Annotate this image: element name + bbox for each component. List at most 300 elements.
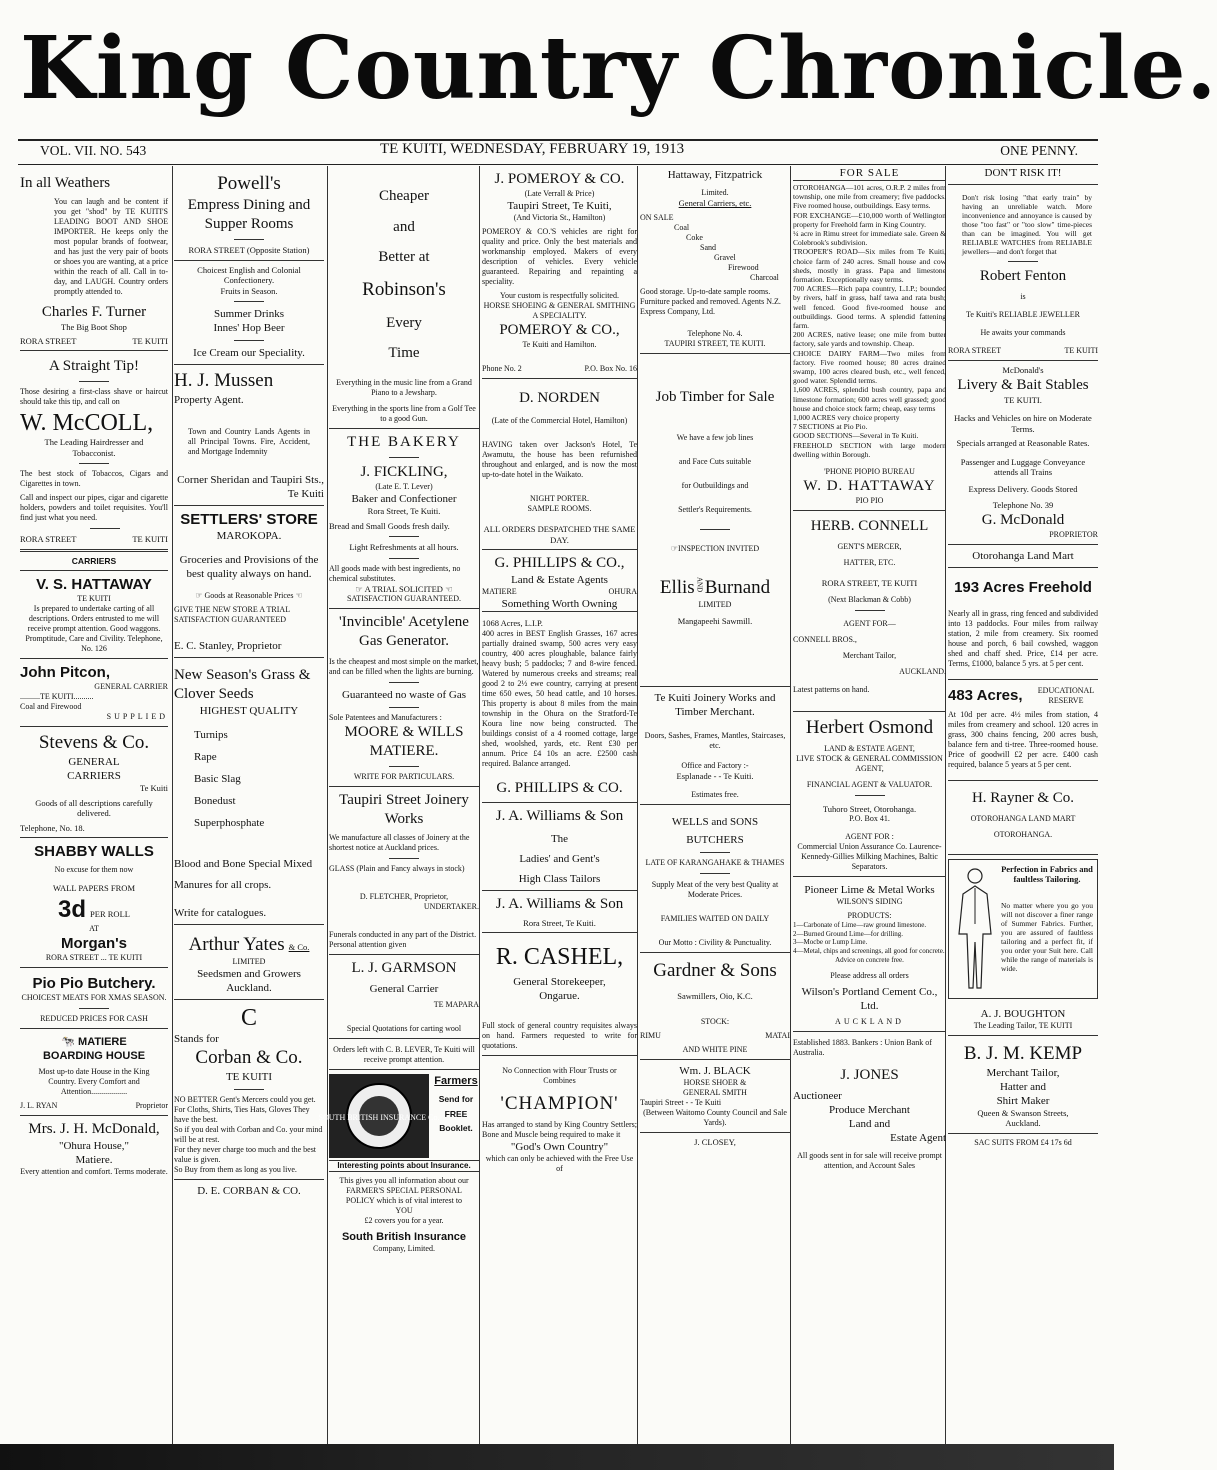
ad-text: Established 1883. Bankers : Union Bank of Australia.	[793, 1038, 932, 1058]
ad-text: and Face Cuts suitable	[678, 456, 752, 466]
ad-text: Send for	[438, 1094, 474, 1104]
ad-text: TAUPIRI STREET, TE KUITI.	[664, 338, 766, 348]
ad-text: AUCKLAND	[835, 1017, 904, 1027]
ad-body: Is prepared to undertake carting of all descriptions. Orders entrusted to me will receive prompt attention. Good waggons. Promptitude, Care and Civility. Telephone, No. 126	[25, 604, 163, 653]
ad-text: Time	[388, 345, 420, 361]
ad-text: Interesting points about Insurance.	[329, 1160, 479, 1172]
ad-name: Gardner & Sons	[653, 959, 777, 981]
ad-name: MOORE & WILLS	[344, 724, 464, 740]
ad-text: Settler's Requirements.	[678, 504, 752, 514]
ad-name: B. J. M. KEMP	[963, 1042, 1083, 1064]
ad-name: W. D. HATTAWAY	[803, 478, 936, 495]
ad-name: J. A. Williams & Son	[495, 807, 624, 824]
ad-text: LIMITED	[232, 957, 266, 966]
ad-text: Te Kuiti and Hamilton.	[522, 340, 597, 349]
ad-text: Every	[386, 315, 422, 331]
ad-text: Estimates free.	[691, 789, 739, 799]
ad-text: Hacks and Vehicles on hire on Moderate Terms.	[954, 413, 1092, 434]
ad-name: C	[240, 1005, 257, 1031]
ad-text: Auckland.	[1005, 1118, 1041, 1128]
ad-heading: THE BAKERY	[347, 434, 461, 450]
ad-text: Telephone No. 39	[992, 500, 1054, 510]
ad-heading: Something Worth Owning	[482, 597, 637, 612]
ad-text: Phone No. 2	[482, 364, 522, 373]
ad-text: RIMU	[640, 1031, 661, 1040]
ad-text: Advice on concrete free.	[835, 956, 904, 965]
ad-text: Supply Meat of the very best Quality at Moderate Prices.	[651, 879, 779, 899]
ad-text: TE MAPARA	[433, 1000, 479, 1009]
ad-text: The Leading Tailor, TE KUITI	[973, 1020, 1073, 1030]
ad-name: V. S. HATTAWAY	[36, 576, 152, 593]
ad-text: FINANCIAL AGENT & VALUATOR.	[806, 779, 933, 789]
ad-text: Better at	[378, 249, 430, 265]
ad-text: AUCKLAND.	[899, 666, 946, 676]
ad-text: CARRIERS	[67, 770, 121, 782]
ad-body: Good storage. Up-to-date sample rooms. Furniture packed and removed. Agents N.Z. Express Company, Ltd.	[640, 286, 781, 316]
ad-name: 'Invincible' Acetylene Gas Generator.	[339, 614, 469, 649]
ad-text: TE KUITI	[132, 534, 168, 544]
ad-body: 700 ACRES—Rich papa country, L.I.P.; bounded by rivers, half in grass, half tawa and rata bush; well fenced. Good five-roomed house and outbuildings. Good terms. A splendid fattening farm.	[793, 284, 946, 331]
ad-text: Rora Street, Te Kuiti.	[523, 917, 596, 928]
ad-text: CHOICEST MEATS FOR XMAS SEASON.	[21, 992, 167, 1002]
ad-text: which can only be achieved with the Free Use of	[485, 1154, 634, 1173]
ad-name: SETTLERS' STORE	[180, 511, 318, 528]
ad-name: Wm. J. BLACK	[679, 1065, 751, 1077]
ad-name: H. J. Mussen	[174, 370, 274, 391]
ad-name: Livery & Bait Stables	[957, 376, 1089, 393]
ad-list-item: 3—Mocbe or Lump Lime.	[793, 938, 868, 947]
ad-text: Stands for	[174, 1033, 219, 1045]
ad-text: RORA STREET ... TE KUITI	[45, 952, 143, 962]
ad-text: Innes' Hop Beer	[213, 322, 285, 334]
ad-text: RORA STREET	[20, 335, 77, 346]
ad-name: J. POMEROY & CO.	[494, 171, 625, 187]
seal-text: SOUTH BRITISH INSURANCE Co.	[318, 1113, 440, 1122]
ad-body: HAVING taken over Jackson's Hotel, Te Awamutu, the house has been refurnished throughout and enlarged, and is now the most up-to-date hotel in the Waikato.	[482, 440, 637, 479]
ad-text: TE KUITI.	[1004, 394, 1042, 405]
ad-name: H. Rayner & Co.	[971, 789, 1075, 806]
ad-name: Morgan's	[60, 934, 128, 952]
ad-body: Most up-to date House in the King Country. Every Comfort and Attention..................	[38, 1066, 150, 1096]
ad-text: So if you deal with Corban and Co. your mind will be at rest.	[174, 1125, 323, 1144]
ad-text: J. L. RYAN	[20, 1100, 58, 1110]
ad-name: J. JONES	[840, 1067, 899, 1084]
ad-text: For they never charge too much and the best value is given.	[174, 1145, 317, 1164]
ad-text: Telephone, No. 18.	[20, 822, 85, 833]
ad-text: Doors, Sashes, Frames, Mantles, Staircases, etc.	[644, 731, 786, 750]
ad-text: LIVE STOCK & GENERAL COMMISSION AGENT,	[796, 753, 943, 773]
ad-name: Wilson's Portland Cement Co., Ltd.	[801, 986, 938, 1013]
ad-text: D. FLETCHER, Proprietor,	[359, 892, 449, 901]
ad-name: D. E. CORBAN & CO.	[197, 1185, 301, 1197]
ad-name: Herbert Osmond	[805, 716, 934, 738]
ad-name: SHABBY WALLS	[34, 843, 154, 860]
ad-list-item: Basic Slag	[194, 773, 241, 785]
ad-text: General Carriers, etc.	[678, 198, 752, 208]
ad-list-item: Rape	[194, 751, 217, 763]
ad-text: Express Delivery. Goods Stored	[968, 483, 1078, 494]
ad-text: WALL PAPERS FROM	[52, 883, 136, 893]
ad-text: (Next Blackman & Cobb)	[828, 594, 911, 604]
ad-text: Bread and Small Goods fresh daily.	[329, 520, 450, 531]
ad-list-item: Turnips	[194, 729, 228, 741]
newspaper-title: King Country Chronicle.	[20, 18, 1217, 119]
ad-body: Nearly all in grass, ring fenced and subdivided into 13 paddocks. Four miles from railway station, 2 mile from creamery. Six roomed house and porch, 6 bail cowshed, waggon shed and chaff shed. Price, £14 per acre. Terms, £1000, balance 5 yrs. at 5 per cent.	[948, 608, 1098, 668]
volume-number: VOL. VII. NO. 543	[40, 143, 147, 158]
ad-text: A TRIAL SOLICITED	[364, 583, 443, 594]
ad-text: P.O. Box No. 16	[584, 364, 637, 373]
dateline-bar	[18, 141, 1098, 163]
ad-body: Town and Country Lands Agents in all Principal Towns. Fire, Accident, and Mortgage Indemnity	[188, 427, 310, 456]
ad-text: Te Kuiti	[140, 783, 168, 793]
ad-body: Don't risk losing "that early train" by having an unreliable watch. More inconvenience and annoyance is caused by those "too fast" or "too slow" time-pieces than can be imagined. You will get RELIABLE WATCHES from RELIABLE jewellers—and don't forget that	[962, 193, 1092, 256]
ad-text: All goods made with best ingredients, no chemical substitutes.	[329, 563, 461, 583]
ad-list-item: Superphosphate	[194, 817, 265, 829]
ad-list-item: 4—Metal, chips and screenings, all good for concrete.	[793, 946, 945, 955]
ad-list-item: 1—Carbonate of Lime—raw ground limestone.	[793, 921, 927, 930]
ad-text: No Connection with Flour Trusts or Combines	[502, 1066, 617, 1085]
ad-text: AGENT FOR :	[845, 832, 894, 842]
ad-text: LATE OF KARANGAHAKE & THAMES	[645, 857, 785, 867]
ad-text: HORSE SHOEING & GENERAL SMITHING A SPECIALITY.	[483, 301, 636, 320]
ad-text: Office and Factory :-	[681, 761, 749, 770]
ad-heading: A Straight Tip!	[48, 358, 140, 374]
ad-text: TE KUITI	[132, 335, 168, 346]
ad-heading: FOR SALE	[793, 166, 946, 181]
ad-name: J. FICKLING,	[360, 464, 448, 480]
ad-list-item: Firewood	[728, 262, 759, 272]
ad-text: Fruits in Season.	[220, 285, 278, 296]
ad-text: Cheaper	[379, 188, 429, 204]
ad-text: INSPECTION INVITED	[678, 543, 760, 553]
ad-name: Otorohanga Land Mart	[972, 549, 1074, 562]
ad-text: Baker and Confectioner	[351, 493, 457, 505]
ad-text: Everything in the sports line from a Golf Tee to a good Gun.	[332, 404, 476, 423]
ad-text: ON SALE	[640, 212, 674, 222]
ad-name: Ellis	[659, 576, 695, 598]
ad-text: Estate Agent	[890, 1132, 946, 1145]
ad-text: High Class Tailors	[518, 872, 601, 885]
ad-name: MATIERE	[78, 1035, 127, 1048]
ad-body: 1,000 ACRES very choice property	[793, 413, 900, 423]
ad-list-item: Gravel	[714, 252, 736, 262]
ad-text: We have a few job lines	[676, 432, 754, 442]
pointing-hand-icon: ☜	[445, 583, 453, 594]
ad-list-item: Coal	[674, 222, 690, 232]
ad-list-item: Bonedust	[194, 795, 236, 807]
ad-name: L. J. GARMSON	[351, 960, 457, 976]
ad-text: "God's Own Country"	[510, 1141, 609, 1153]
ad-text: Empress Dining and Supper Rooms	[187, 197, 311, 232]
ad-name: John Pitcon,	[20, 664, 110, 681]
ad-text: Produce Merchant	[829, 1104, 910, 1117]
ad-text: SATISFACTION GUARANTEED.	[346, 594, 462, 603]
ad-text: REDUCED PRICES FOR CASH	[40, 1013, 148, 1023]
ad-body: Full stock of general country requisites always on hand. Farmers requested to write for quotations.	[482, 1021, 637, 1050]
ad-list-item: Coke	[686, 232, 703, 242]
ad-name: Arthur Yates	[188, 934, 285, 955]
ad-text: Auctioneer	[793, 1090, 842, 1103]
ad-list-item: Sand	[700, 242, 716, 252]
ad-name: Charles F. Turner	[41, 304, 147, 320]
dateline-rule	[18, 164, 1098, 165]
ad-name: G. PHILLIPS & CO.	[496, 779, 623, 796]
ad-text: Ice Cream our Speciality.	[193, 347, 305, 359]
pointing-hand-icon: ☜	[295, 591, 303, 600]
ad-text: Company, Limited.	[373, 1244, 435, 1253]
ad-text: Guaranteed no waste of Gas	[341, 689, 466, 701]
ad-text: For Cloths, Shirts, Ties Hats, Gloves They have the best.	[174, 1105, 310, 1124]
ad-text: Blood and Bone Special Mixed Manures for all crops.	[174, 858, 313, 891]
ad-list-item: Charcoal	[750, 272, 779, 282]
ad-text: Telephone No. 4.	[687, 328, 743, 338]
ad-text: (And Victoria St., Hamilton)	[513, 213, 606, 222]
ad-body: 400 acres in BEST English Grasses, 167 acres partially drained swamp, 500 acres very easy country, 400 acres ploughable, balance fairly heavy bush; 5 paddocks; 7 and 8-wire fenced. Watered by numerous creeks and streams; real good 2 to 2½ ewe country, carrying at present time 650 ewes, 50 head cattle, and 10 horses. This property is about 8 miles from the main township in the Ohura on the Stratford-Te Koura line now being constructed. The buildings consist of a 4 roomed cottage, large shed, woolshed, yards, etc. Rent £30 per annum. Price £4 10s an acre. £2500 cash required. Balance arranged.	[482, 628, 637, 768]
ad-text: Mangapeehi Sawmill.	[677, 615, 753, 626]
tailor-ad-box	[948, 859, 1098, 999]
ad-text: Auckland.	[226, 982, 272, 994]
ad-text: Light Refreshments at all hours.	[349, 542, 459, 552]
ad-text: AND	[695, 577, 704, 593]
ad-text: GLASS (Plain and Fancy always in stock)	[329, 864, 465, 873]
ad-text: OTOROHANGA.	[993, 829, 1053, 839]
ad-text: Taupiri Street - - Te Kuiti	[640, 1098, 722, 1107]
ad-text: RORA STREET (Opposite Station)	[188, 245, 310, 255]
ad-text: LAND & ESTATE AGENT,	[824, 743, 915, 753]
ad-name: A. J. BOUGHTON	[980, 1007, 1066, 1020]
ad-text: GENERAL CARRIER	[94, 682, 168, 691]
ad-text: RORA STREET	[20, 534, 77, 544]
ad-price: 3d	[58, 895, 87, 923]
pointing-hand-icon: ☞	[355, 583, 363, 594]
ad-text: Everything in the music line from a Grand Piano to a Jewsharp.	[336, 378, 472, 397]
ad-text: Booklet.	[439, 1123, 473, 1133]
column-7	[948, 166, 1098, 1456]
ad-text: ..........TE KUITI..........	[20, 692, 94, 701]
gentleman-illustration-icon	[953, 864, 997, 994]
ad-name: G. PHILLIPS & CO.,	[494, 555, 625, 571]
ad-text: Funerals conducted in any part of the District. Personal attention given	[329, 930, 477, 949]
ad-name: Powell's	[217, 173, 281, 194]
ad-text: HATTER, ETC.	[843, 558, 896, 568]
ad-text: AT	[89, 923, 99, 933]
ad-body: At 10d per acre. 4½ miles from station, 4 miles from creamery and school. 120 acres in grass, 300 chains fencing, 200 acres bush, balance fern and ti-tree. Three-roomed house. Price of goodwill £2 per acre. £400 cash required, balance 5 years at 5 per cent.	[948, 709, 1098, 769]
ad-text: Taupiri Street, Te Kuiti,	[507, 200, 612, 212]
ad-text: RORA STREET	[948, 346, 1002, 355]
ad-text: (Late of the Commercial Hotel, Hamilton)	[491, 416, 628, 425]
ad-name: Burnand	[704, 576, 771, 598]
ad-text: Sole Patentees and Manufacturers :	[329, 713, 442, 722]
ad-text: Proprietor	[135, 1100, 168, 1110]
ad-text: Land & Estate Agents	[511, 574, 608, 586]
ad-text: "Ohura House,"	[58, 1139, 130, 1152]
ad-name: W. McCOLL,	[20, 410, 154, 436]
ad-name: Te Kuiti Joinery Works and Timber Merchant.	[654, 692, 776, 718]
column-4	[482, 166, 637, 1456]
ad-text: All goods sent in for sale will receive prompt attention, and Account Sales	[797, 1151, 942, 1171]
ad-name: Stevens & Co.	[38, 732, 150, 753]
ad-text: Our Motto : Civility & Punctuality.	[658, 937, 772, 947]
ad-heading: Perfection in Fabrics and faultless Tailoring.	[1001, 863, 1093, 884]
ad-text: Esplanade - - Te Kuiti.	[676, 771, 754, 781]
ad-text: OHURA	[608, 587, 637, 596]
ad-text: Orders left with C. B. LEVER, Te Kuiti will receive prompt attention.	[333, 1045, 475, 1064]
ad-text: PRODUCTS:	[847, 911, 892, 921]
ad-text: Latest patterns on hand.	[793, 684, 870, 694]
column-2	[174, 166, 324, 1456]
page-edge-shadow	[0, 1444, 1114, 1470]
ad-text: (Late Verrall & Price)	[524, 189, 595, 198]
ad-text: Queen & Swanson Streets,	[977, 1107, 1069, 1118]
ad-text: PER ROLL	[90, 908, 130, 919]
ad-name: R. CASHEL,	[495, 944, 624, 970]
ad-body: 200 ACRES, native lease; one mile from butter factory, sale yards and township. Cheap.	[793, 330, 946, 349]
ad-text: Merchant Tailor,	[986, 1066, 1060, 1079]
ad-body: CHOICE DAIRY FARM—Two miles from factory. Five roomed house; 80 acres drained swamp, 100 acres cleared bush, etc., well fenced, good water. Splendid terms.	[793, 348, 946, 386]
ad-text: We manufacture all classes of Joinery at the shortest notice at Auckland prices.	[329, 833, 470, 852]
column-3	[318, 166, 479, 1456]
ad-name: Robert Fenton	[979, 268, 1067, 284]
pointing-hand-icon: ☞	[195, 591, 203, 600]
ad-text: Write for catalogues.	[174, 907, 267, 919]
ad-text: £2 covers you for a year.	[364, 1216, 444, 1225]
ad-text: MAROKOPA.	[216, 530, 282, 542]
ad-text: Please address all orders	[830, 971, 909, 981]
ad-text: The Leading Hairdresser and Tobacconist.	[44, 437, 144, 458]
ad-text: Property Agent.	[174, 394, 244, 406]
ad-text: AND WHITE PINE	[682, 1045, 748, 1054]
ad-heading: DON'T RISK IT!	[984, 167, 1062, 179]
ad-body: No matter where you go you will not discover a finer range of Summer Fabrics. Further, you are assured of faultless tailoring and a perfect fit, if you order your Suit here. Call while the range of materials is wide.	[1001, 900, 1093, 973]
ad-text: Special Quotations for carting wool	[346, 1024, 462, 1033]
ad-text: Ongarue.	[539, 990, 580, 1002]
ad-text: (Late E. T. Lever)	[375, 482, 433, 491]
ad-body: POMEROY & CO.'S vehicles are right for quality and price. Only the best materials and workmanship employed. Makers of every description of vehicles. Every vehicle guaranteed. Repairing and repainting a speciality.	[482, 227, 637, 286]
ad-text: PROPRIETOR	[1049, 529, 1098, 539]
ad-text: MATAI	[765, 1031, 790, 1040]
ad-text: Merchant Tailor,	[842, 650, 897, 660]
ad-name: South British Insurance	[341, 1231, 467, 1243]
ad-text: Limited.	[701, 188, 729, 197]
ad-text: Goods at Reasonable Prices	[204, 591, 294, 600]
ad-name: Corban & Co.	[195, 1047, 303, 1068]
ad-name: G. McDonald	[981, 511, 1065, 528]
pointing-hand-icon: ☞	[670, 543, 679, 553]
ad-text: Shirt Maker	[996, 1094, 1050, 1107]
ad-text: GENERAL	[68, 756, 120, 768]
ad-text: Rora Street, Te Kuiti.	[367, 506, 441, 516]
ad-text: (Between Waitomo County Council and Sale Yards).	[643, 1108, 787, 1127]
ad-name: Mrs. J. H. McDonald,	[28, 1120, 160, 1137]
ad-text: Sawmillers, Oio, K.C.	[677, 990, 753, 1001]
ad-text: SAMPLE ROOMS.	[527, 504, 592, 513]
ad-name: D. NORDEN	[519, 390, 600, 406]
ad-text: NIGHT PORTER.	[530, 494, 589, 503]
ad-text: GENERAL SMITH	[683, 1088, 747, 1097]
ad-text: General Carrier	[369, 983, 439, 995]
ad-text: FAMILIES WAITED ON DAILY	[660, 913, 770, 923]
ad-name: Hattaway, Fitzpatrick	[667, 169, 763, 181]
ad-text: GIVE THE NEW STORE A TRIAL SATISFACTION GUARANTEED	[174, 605, 290, 624]
ad-text: AGENT FOR—	[843, 618, 896, 628]
ad-heading: 483 Acres,	[948, 687, 1023, 704]
ad-name: Job Timber for Sale	[655, 388, 775, 405]
ad-text: is	[1020, 292, 1026, 301]
ad-body: 7 SECTIONS at Pio Pio.	[793, 422, 868, 432]
ad-text: RORA STREET, TE KUITI	[821, 578, 918, 589]
ad-text: UNDERTAKER.	[423, 902, 479, 911]
ad-text: 'PHONE PIOPIO BUREAU	[824, 467, 915, 477]
ad-body: You can laugh and be content if you get "shod" by TE KUITI'S LEADING BOOT AND SHOE IMPORTER. He keeps only the most popular brands of footwear, and has just the very pair of boots or shoes you are wanting, at a price within the reach of all. Call in to-day, and LAUGH. Country orders promptly attended to.	[54, 197, 168, 296]
ad-text: Specials arranged at Reasonable Rates.	[956, 438, 1090, 448]
ad-text: Hatter and	[999, 1080, 1047, 1093]
ad-name: Farmers	[434, 1075, 478, 1087]
ad-text: The Big Boot Shop	[61, 322, 127, 332]
ad-text: General Storekeeper,	[513, 976, 606, 988]
ad-body: TROOPER'S ROAD—Six miles from Te Kuiti, choice farm of 240 acres. Small house and cow sheds, mostly in grass. Papa and limestone formation. Exceptionally easy terms.	[793, 247, 946, 285]
ad-text: GENT'S MERCER,	[837, 542, 902, 552]
ad-body: FOR EXCHANGE—£10,000 worth of Wellington property for Freehold farm in King Country.	[793, 210, 946, 229]
ad-text: PIO PIO	[855, 496, 884, 506]
ad-body: Call and inspect our pipes, cigar and cigarette holders, powders and toilet requisites. You'll find just what you need.	[20, 493, 168, 522]
ad-text: Seedsmen and Growers	[197, 968, 301, 980]
ad-text: No excuse for them now	[54, 865, 134, 874]
ad-heading: 193 Acres Freehold	[954, 578, 1092, 596]
ad-name: J. CLOSEY,	[694, 1137, 736, 1147]
cow-icon: 🐄	[61, 1035, 75, 1048]
ad-text: HORSE SHOER &	[683, 1078, 747, 1087]
ad-text: McDonald's	[1002, 365, 1044, 375]
ad-name: New Season's Grass & Clover Seeds	[174, 667, 311, 702]
ad-text: So Buy from them as long as you live.	[174, 1165, 297, 1174]
ad-text: Matiere.	[75, 1153, 113, 1166]
ad-body: Those desiring a first-class shave or haircut should take this tip, and call on	[20, 387, 168, 406]
insurance-ad	[318, 1074, 479, 1158]
ad-text: for Outbuildings and	[681, 480, 749, 490]
ad-body: GOOD SECTIONS—Several in Te Kuiti.	[793, 431, 919, 441]
ad-text: EDUCATIONAL RESERVE	[1037, 685, 1095, 705]
ad-text: Tuhoro Street, Otorohanga.	[822, 803, 917, 814]
ad-name: HERB. CONNELL	[810, 518, 929, 535]
dateline: TE KUITI, WEDNESDAY, FEBRUARY 19, 1913	[380, 141, 685, 157]
ad-text: P.O. Box 41.	[849, 814, 890, 824]
ad-text: Commercial Union Assurance Co. Laurence-Kennedy-Gillies Milking Machines, Baltic Separators.	[797, 842, 942, 872]
ad-name: BUTCHERS	[686, 833, 744, 846]
ad-text: WRITE FOR PARTICULARS.	[353, 772, 455, 781]
ad-name: MATIERE.	[369, 743, 439, 759]
ad-list-item: 2—Burned Ground Lime—for drilling.	[793, 929, 904, 938]
ad-text: ALL ORDERS DESPATCHED THE SAME DAY.	[483, 524, 636, 545]
ad-text: Choicest English and Colonial Confectionery.	[197, 264, 301, 285]
column-5	[640, 166, 790, 1456]
ad-name: Pioneer Lime & Metal Works	[804, 884, 935, 897]
ad-body: FREEHOLD SECTION with large modern dwelling within Borough.	[793, 440, 946, 459]
column-1	[20, 166, 168, 1456]
ad-name: 'CHAMPION'	[500, 1093, 619, 1114]
ad-body: Has arranged to stand by King Country Settlers; Bone and Muscle being required to make it	[482, 1120, 637, 1139]
ad-name: WELLS and SONS	[671, 815, 759, 828]
ad-heading: In all Weathers	[20, 175, 111, 191]
ad-text: Coal and Firewood	[20, 702, 82, 711]
ad-text: TE KUITI	[225, 1071, 273, 1083]
ad-text: Every attention and comfort. Terms moderate.	[20, 1166, 168, 1176]
ad-text: SAC SUITS FROM £4 17s 6d	[974, 1137, 1072, 1147]
masthead	[0, 0, 1217, 138]
ad-text: He awaits your commands	[980, 328, 1066, 337]
ad-text: FREE	[444, 1108, 468, 1119]
ad-name: POMEROY & CO.,	[499, 322, 620, 338]
ad-name: Pio Pio Butchery.	[32, 974, 156, 992]
